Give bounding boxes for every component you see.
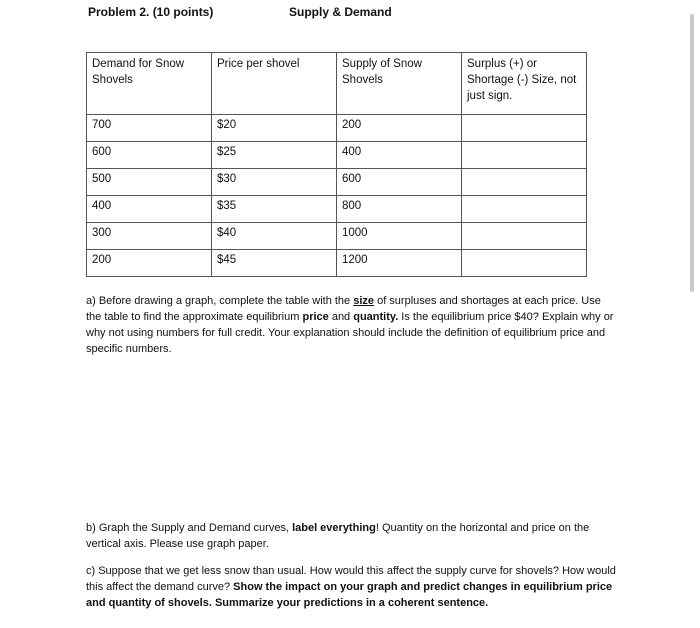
question-a-emphasis-price: price bbox=[302, 311, 329, 323]
table-row bbox=[87, 223, 587, 250]
demand-cell: 500 bbox=[87, 169, 212, 196]
table-row bbox=[87, 169, 587, 196]
page-header bbox=[88, 5, 588, 21]
demand-cell: 200 bbox=[87, 250, 212, 277]
surplus-cell[interactable] bbox=[462, 115, 587, 142]
price-cell: $20 bbox=[212, 115, 337, 142]
price-cell: $35 bbox=[212, 196, 337, 223]
question-a-text: and bbox=[328, 311, 354, 323]
question-a-text: a) Before drawing a graph, complete the table with the bbox=[86, 295, 354, 307]
question-c-text: c) Suppose that we get less snow than usual. How would this affect the supply curve for shovels? How would this affect the demand curve? bbox=[86, 565, 616, 593]
surplus-cell[interactable] bbox=[462, 250, 587, 277]
question-a-text: Is the equilibrium price $40? Explain why or why not using numbers for full credit. Your explanation should include the definition of equilibrium price and specific numbers. bbox=[86, 311, 614, 355]
question-c bbox=[86, 563, 616, 611]
table-header-row bbox=[87, 53, 587, 115]
table-row bbox=[87, 115, 587, 142]
question-b-emphasis: label everything bbox=[292, 522, 376, 534]
surplus-cell[interactable] bbox=[462, 169, 587, 196]
demand-cell: 600 bbox=[87, 142, 212, 169]
price-cell: $25 bbox=[212, 142, 337, 169]
price-cell: $45 bbox=[212, 250, 337, 277]
surplus-cell[interactable] bbox=[462, 142, 587, 169]
topic-title: Supply & Demand bbox=[289, 5, 392, 19]
vertical-scrollbar[interactable] bbox=[690, 14, 694, 292]
supply-cell: 400 bbox=[337, 142, 462, 169]
question-a-emphasis-size: size bbox=[353, 295, 375, 307]
column-header-price: Price per shovel bbox=[212, 53, 337, 115]
demand-cell: 700 bbox=[87, 115, 212, 142]
question-b-text: ! Quantity on the horizontal and price on the vertical axis. Please use graph paper. bbox=[86, 522, 590, 550]
question-c-emphasis: Show the impact on your graph and predict changes in equilibrium price and quantity of shovels. Summarize your predictions in a coherent sentence. bbox=[86, 581, 613, 609]
question-a bbox=[86, 293, 616, 357]
demand-cell: 400 bbox=[87, 196, 212, 223]
supply-demand-table bbox=[86, 52, 587, 277]
column-header-demand: Demand for Snow Shovels bbox=[87, 53, 212, 115]
table-row bbox=[87, 250, 587, 277]
question-a-text: of surpluses and shortages at each price. Use the table to find the approximate equilibrium bbox=[86, 295, 601, 323]
surplus-cell[interactable] bbox=[462, 196, 587, 223]
table-row bbox=[87, 196, 587, 223]
supply-cell: 800 bbox=[337, 196, 462, 223]
surplus-cell[interactable] bbox=[462, 223, 587, 250]
column-header-surplus-shortage: Surplus (+) or Shortage (-) Size, not just sign. bbox=[462, 53, 587, 115]
column-header-supply: Supply of Snow Shovels bbox=[337, 53, 462, 115]
question-a-emphasis-quantity: quantity. bbox=[353, 311, 399, 323]
supply-cell: 1000 bbox=[337, 223, 462, 250]
question-b-text: b) Graph the Supply and Demand curves, bbox=[86, 522, 293, 534]
table-row bbox=[87, 142, 587, 169]
supply-cell: 200 bbox=[337, 115, 462, 142]
supply-cell: 1200 bbox=[337, 250, 462, 277]
demand-cell: 300 bbox=[87, 223, 212, 250]
supply-cell: 600 bbox=[337, 169, 462, 196]
price-cell: $40 bbox=[212, 223, 337, 250]
question-b bbox=[86, 520, 616, 552]
price-cell: $30 bbox=[212, 169, 337, 196]
problem-title: Problem 2. (10 points) bbox=[88, 5, 214, 19]
